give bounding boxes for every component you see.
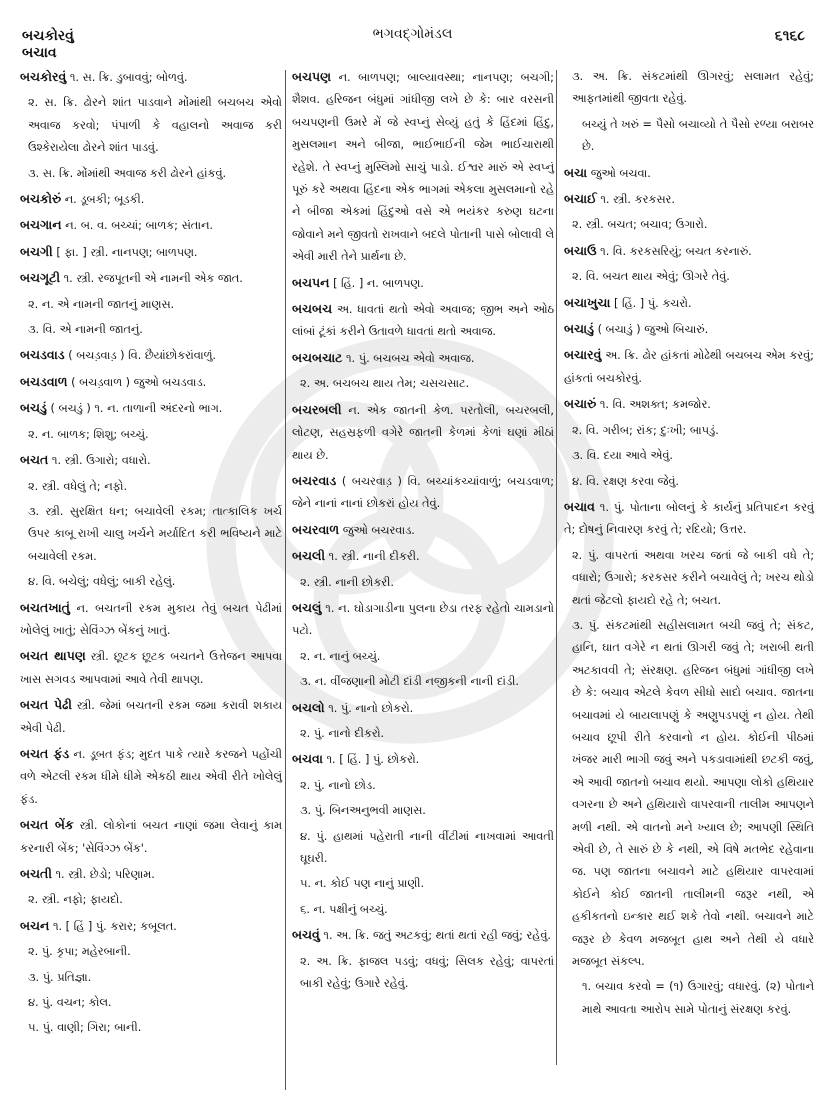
dictionary-entry	[20, 645, 282, 691]
page-title: ભગવદ્ગોમંડલ	[372, 26, 453, 42]
entry-definition: ન. ડૂબત ફંડ; મુદત પાકે ત્યારે કરજને પહોંચી વળે એટલી રકમ ધીમે ધીમે એકઠી થાય એવી રીતે ખોલેલું ફંડ.	[20, 747, 283, 806]
dictionary-entry	[20, 371, 282, 394]
entry-sense: ૨. પું. નાનો છોડ.	[300, 778, 376, 792]
entry-definition: ન. બચતની રકમ મુકાય તેવું બચત પેઢીમાં ખોલેલું ખાતું; સેવિંગ્ઝ બેંકનું ખાતું.	[20, 601, 282, 637]
entry-headword: બચગૂટી	[20, 270, 61, 286]
entry-headword: બચપણ	[292, 69, 332, 84]
entry-headword: બચત થાપણ	[20, 648, 86, 664]
entry-sense: ૨. સ્ત્રી. નાની છોકરી.	[300, 575, 394, 589]
dictionary-entry	[20, 267, 282, 290]
entry-definition: જુઓ બચવા.	[590, 166, 651, 180]
entry-headword: બચા	[564, 164, 588, 180]
entry-sense: ૨. સ્ત્રી. બચત; બચાવ; ઉગારો.	[572, 218, 708, 232]
entry-headword: બચરબલી	[292, 401, 342, 417]
entry-sense: ૨. અ. ક્રિ. ફાજલ પડવું; વધવું; સિલક રહેવું; વાપરતાં બાકી રહેવું; ઉગારે રહેવું.	[300, 954, 554, 991]
dictionary-entry	[20, 66, 282, 89]
entry-sense: ૪. વિ. રક્ષણ કરવા જેવું.	[572, 474, 679, 488]
guide-word-last: બચાવ	[22, 45, 57, 61]
entry-sense: ૩. વિ. દયા આવે એવું.	[572, 449, 673, 463]
entry-headword: બચગી	[20, 243, 53, 259]
entry-definition: અ. ધાવતાં થતો એવો અવાજ; જીભ અને ઓઠ લાંબાં ટૂંકાં કરીને ઉતાવળે ધાવતાં થતો અવાજ.	[292, 303, 554, 339]
entry-definition: ૧. વિ. અશક્ત; કમજોર.	[599, 398, 711, 412]
entry-headword: બચડવાડ	[20, 347, 65, 363]
entry-definition: ન. ડૂબકી; બૂડકી.	[64, 193, 145, 207]
entry-definition: ૧. સ્ત્રી. ઉગારો; વધારો.	[51, 454, 151, 468]
dictionary-entry	[292, 597, 554, 643]
entry-sense: ૩. સ્ત્રી. સુરક્ષિત ધન; બચાવેલી રકમ; તાત્કાલિક ખર્ચ ઉપર કાબૂ રાખી ચાલુ ખર્ચને મર્યાદિત કરી ભવિષ્યને માટે બચાવેલી રકમ.	[28, 504, 282, 563]
entry-sense: ૨. ન. બાળક; શિશુ; બચ્ચું.	[28, 427, 149, 441]
entry-sense: ૬. ન. પક્ષીનું બચ્ચું.	[300, 902, 388, 916]
entry-sense: ૩. પું. સંકટમાંથી સહીસલામત બચી જવું તે; સંકટ, હાનિ, ઘાત વગેરે ન થતાં ઊગરી જવું તે; ખરાબી થતી અટકાવવી તે; સંરક્ષણ. હરિજન બંધુમાં ગાંધીજી લખે છે કે: બચાવ એટલે કેવળ સીધો સાદો બચાવ. જાતના બચાવમાં યે બાયલાપણું કે અણુપડપણું ન હોય. તેથી બચાવ છૂપી રીતે કરવાનો ન હોય. કોઈની પીઠમાં ખંજર મારી ભાગી જવું અને પકડાવામાંથી છટકી જવું, એ આવી જાતનો બચાવ થયો. આપણા લોકો હથિયાર વગરના છે અને હથિયારો વાપરવાની તાલીમ આપણને મળી નથી. એ વાતનો મને ખ્યાલ છે; આપણી સ્થિતિ એવી છે, તે સારું છે કે નથી, એ વિષે મતભેદ રહેવાના જ. પણ જાતના બચાવને માટે હથિયાર વાપરવામાં કોઈને કોઈ જાતની તાલીમની જરૂર નથી, એ હકીકતનો ઇન્કાર થઈ શકે તેવો નથી. બચાવને માટે જરૂર છે કેવળ મજબૂત હાથ અને તેથી યે વધારે મજબૂત સંકલ્પ.	[572, 618, 814, 969]
entry-sense: ૩. પું. બિનઅનુભવી માણસ.	[300, 804, 426, 818]
entry-definition: ૧. સ. ક્રિ. ડુબાવવું; બોળવું.	[69, 71, 188, 84]
entry-definition: ૧. પું. બચબચ એવો અવાજ.	[346, 351, 475, 365]
dictionary-entry	[292, 545, 554, 568]
column-3	[564, 66, 814, 1024]
entry-sense: ૩. પું. પ્રતિજ્ઞા.	[28, 970, 92, 984]
entry-sense: ૫. ન. કોઈ પણ નાનું પ્રાણી.	[300, 877, 425, 891]
entry-definition: ૧. સ્ત્રી. રજપૂતની એ નામની એક જાત.	[63, 272, 243, 286]
entry-definition: ૧. વિ. કરકસરિયું; બચત કરનારું.	[600, 244, 752, 258]
entry-sense: ૨. વિ. ગરીબ; રાંક; દુઃખી; બાપડું.	[572, 423, 719, 437]
entry-definition: અ. ક્રિ. ઢોર હાંકતાં મોઢેથી બચબચ એમ કરવું; હાંકતાં બચકોરવું.	[564, 349, 814, 385]
entry-headword: બચલો	[292, 699, 325, 715]
entry-sense: ૨. ન. નાનું બચ્ચું.	[300, 649, 381, 663]
entry-sense: ૨. પું. કૃપા; મહેરબાની.	[28, 945, 131, 959]
column-divider	[556, 70, 557, 1065]
entry-definition: ૧. પું. પોતાના બોલનું કે કાર્યનું પ્રતિપાદન કરવું તે; દોષનું નિવારણ કરવું તે; રદિયો; ઉત્તર.	[564, 500, 814, 537]
entry-sense: ૨. અ. બચબચ થાય તેમ; ચસચસાટ.	[300, 377, 470, 391]
dictionary-entry	[20, 241, 282, 264]
entry-definition: ( બચડું ) ૧. ન. તાળાની અંદરનો ભાગ.	[50, 402, 223, 416]
entry-sense: ૩. ન. વીંજણાની મોટી દાંડી નજીકની નાની દાંડી.	[300, 675, 519, 689]
entry-sense: ૨. વિ. બચત થાય એવું; ઊગરે તેવું.	[572, 270, 730, 284]
entry-definition: ન. એક જાતની કેળ. પરતોલી, બચરબલી, લોટણ, સહસ્રફળી વગેરે જાતની કેળમાં કેળાં ઘણાં મીઠાં થાય છે.	[292, 403, 554, 462]
dictionary-entry	[564, 318, 814, 341]
entry-definition: ( બચરવાડ઼ ) વિ. બચ્ચાંકચ્ચાંવાળું; બચડવાળ; જેને નાનાં નાનાં છોકરાં હોય તેવું.	[292, 474, 554, 511]
entry-idiom: ૧. બચાવ કરવો = (૧) ઉગારવું; વધારવું. (૨) પોતાને માથે આવતા આરોપ સામે પોતાનું સંરક્ષણ કરવું.	[582, 980, 814, 1016]
dictionary-entry	[20, 915, 282, 938]
dictionary-entry	[292, 748, 554, 771]
entry-headword: બચારવું	[564, 347, 602, 363]
entry-definition: ૧. પું. નાનો છોકરો.	[328, 701, 414, 715]
dictionary-entry	[292, 519, 554, 542]
entry-headword: બચકોરવું	[20, 69, 67, 84]
entry-definition: ( બચડ઼વાડ઼ ) વિ. છૈયાંછોકરાંવાળું.	[68, 349, 217, 363]
entry-headword: બચગાન	[20, 217, 62, 233]
entry-headword: બચાઉ	[564, 242, 597, 258]
entry-definition: ન. બાળપણ; બાલ્યાવસ્થા; નાનપણ; બચગી; શૈશવ. હરિજન બંધુમાં ગાંધીજી લખે છે કે: બાર વરસની બચપણની ઉમરે મેં જે સ્વપ્નું સેવ્યું હતું કે હિંદમાં હિંદુ, મુસલમાન અને બીજા, ભાઈભાઈની જેમ ભાઈચારાથી રહેશે. તે સ્વપ્નું મુસ્લિમો સાચું પાડો. ઈશ્વર મારું એ સ્વપ્નું પૂરું કરે અથવા હિંદના એક ભાગમાં એકલા મુસલમાનો રહે ને બીજા એકમાં હિંદુઓ વસે એ ભયંકર કરુણ ઘટના જોવાને મને જીવતો રાખવાને બદલે પોતાની પાસે બોલાવી લે એવી મારી તેને પ્રાર્થના છે.	[292, 71, 554, 264]
entry-definition: ૧. [ હિં. ] પું. છોકરો.	[326, 753, 420, 767]
dictionary-entry	[20, 694, 282, 740]
dictionary-entry	[292, 697, 554, 720]
entry-headword: બચલી	[292, 548, 326, 564]
entry-definition: [ હિં. ] પું. કચરો.	[614, 296, 692, 310]
entry-definition: જુઓ બચરવાડ.	[342, 523, 415, 537]
entry-headword: બચતી	[20, 866, 52, 881]
dictionary-entry	[564, 162, 814, 185]
entry-idiom: બચ્યું તે ખરું = પૈસો બચાવ્યો તે પૈસો રળ્યા બરાબર છે.	[582, 117, 814, 154]
dictionary-entry	[20, 344, 282, 367]
dictionary-entry	[564, 344, 814, 390]
entry-headword: બચબચાટ	[292, 349, 343, 365]
dictionary-entry	[292, 272, 554, 295]
dictionary-entry	[20, 214, 282, 237]
entry-headword: બચાખુચા	[564, 294, 611, 310]
entry-definition: ન. બ. વ. બચ્ચાં; બાળક; સંતાન.	[65, 219, 213, 233]
entry-sense: ૩. વિ. એ નામની જાતનું.	[28, 323, 143, 337]
dictionary-entry	[20, 597, 282, 643]
dictionary-entry	[564, 292, 814, 315]
entry-headword: બચડવાળ	[20, 373, 68, 389]
entry-definition: ૧. [ હિં ] પું. કરાર; કબૂલત.	[52, 919, 177, 933]
dictionary-entry	[20, 188, 282, 211]
entry-headword: બચવું	[292, 927, 320, 943]
entry-definition: [ ફા. ] સ્ત્રી. નાનપણ; બાળપણ.	[56, 245, 198, 259]
entry-definition: ૧. સ્ત્રી. નાની દીકરી.	[328, 550, 420, 564]
entry-sense: ૨. સ. ક્રિ. ઢોરને શાંત પાડવાને મોંમાંથી બચબચ એવો અવાજ કરવો; પંપાળી કે વહાલનો અવાજ કરી ઉશ્કેરાયેલા ઢોરને શાંત પાડવું.	[28, 96, 282, 155]
entry-headword: બચાવ	[564, 498, 595, 514]
entry-headword: બચબચ	[292, 301, 333, 317]
entry-headword: બચાઈ	[564, 191, 597, 207]
entry-sense: ૩. સ. ક્રિ. મોંમાંથી અવાજ કરી ઢોરને હાંકવું.	[28, 166, 227, 180]
dictionary-entry	[292, 66, 554, 269]
entry-headword: બચવા	[292, 751, 323, 767]
entry-definition: [ હિં. ] ન. બાળપણ.	[333, 276, 424, 290]
entry-definition: ૧. સ્ત્રી. છેડો; પરિણામ.	[55, 868, 155, 881]
dictionary-entry	[292, 298, 554, 344]
entry-headword: બચત બેંક	[20, 817, 74, 833]
entry-headword: બચત	[20, 452, 49, 468]
entry-definition: સ્ત્રી. છૂટક છૂટક બચતને ઉત્તેજન આપવા ખાસ સગવડ આપવામાં આવે તેવી થાપણ.	[20, 650, 283, 686]
entry-headword: બચત પેઢી	[20, 697, 72, 713]
dictionary-entry	[564, 496, 814, 542]
entry-definition: ( બચડ઼વાળ ) જુઓ બચડવાડ.	[71, 375, 207, 389]
entry-headword: બચલું	[292, 599, 322, 615]
entry-sense: ૪. વિ. બચેલું; વધેલું; બાકી રહેલું.	[28, 575, 176, 589]
entry-headword: બચરવાળ	[292, 521, 340, 537]
entry-headword: બચતખાતું	[20, 599, 70, 615]
guide-word-first: બચકોરવું	[22, 28, 74, 44]
entry-definition: સ્ત્રી. લોકોનાં બચત નાણાં જમા લેવાનું કામ કરનારી બેંક; 'સેવિંગ્ઝ બેંક'.	[20, 819, 283, 855]
entry-headword: બચરવાડ	[292, 472, 337, 488]
entry-sense: ૨. પું. વાપરતાં અથવા ખરચ જતાં જે બાકી વધે તે; વધારો; ઉગારો; કરકસર કરીને બચાવેલું તે; ખરચ થોડો થતાં જેટલો ફાયદો રહે તે; બચત.	[572, 548, 814, 607]
dictionary-entry	[20, 814, 282, 860]
dictionary-entry	[292, 347, 554, 370]
dictionary-entry	[292, 470, 554, 516]
dictionary-entry	[20, 743, 282, 811]
dictionary-entry	[20, 449, 282, 472]
entry-headword: બચારું	[564, 396, 597, 412]
dictionary-entry	[564, 188, 814, 211]
entry-sense: ૨. પું. નાનો દીકરો.	[300, 726, 385, 740]
dictionary-entry	[20, 397, 282, 420]
entry-headword: બચપન	[292, 274, 330, 290]
entry-definition: ૧. સ્ત્રી. કરકસર.	[600, 193, 675, 207]
entry-definition: સ્ત્રી. જેમાં બચતની રકમ જમા કરાવી શકાય એવી પેઢી.	[20, 699, 282, 735]
dictionary-entry	[20, 863, 282, 886]
dictionary-entry	[564, 393, 814, 416]
column-2	[292, 66, 554, 998]
entry-sense: ૨. ન. એ નામની જાતનું માણસ.	[28, 297, 175, 311]
entry-headword: બચકોરું	[20, 191, 62, 207]
dictionary-entry	[292, 399, 554, 467]
entry-headword: બચન	[20, 917, 50, 933]
entry-sense: ૫. પું. વાણી; ગિરા; બાની.	[28, 1021, 142, 1035]
entry-sense: ૩. અ. ક્રિ. સંકટમાંથી ઊગરવું; સલામત રહેવું; આફતમાંથી જીવતા રહેવું.	[572, 70, 814, 106]
entry-sense: ૪. પું. હાથમાં પહેરાતી નાની વીંટીમાં નાખવામાં આવતી ઘૂઘરી.	[300, 829, 554, 865]
column-divider	[285, 70, 286, 1090]
page-number: ૬૧૬૮	[774, 28, 805, 44]
entry-definition: ( બચાડું ) જુઓ બિચારું.	[597, 323, 709, 337]
entry-definition: ૧. અ. ક્રિ. જતું અટકવું; થતાં થતાં રહી જવું; રહેવું.	[323, 929, 551, 943]
dictionary-entry	[564, 240, 814, 263]
entry-headword: બચત ફંડ	[20, 745, 70, 761]
entry-definition: ૧. ન. ઘોડાગાડીના પુલના છેડા તરફ રહેતો ચામડાનો પટો.	[292, 601, 554, 638]
dictionary-entry	[292, 924, 554, 947]
entry-headword: બચાડું	[564, 321, 594, 337]
entry-sense: ૨. સ્ત્રી. નફો; ફાયદો.	[28, 893, 123, 907]
entry-sense: ૨. સ્ત્રી. વધેલું તે; નફો.	[28, 479, 128, 493]
entry-headword: બચડું	[20, 400, 47, 416]
entry-sense: ૪. પું. વચન; કોલ.	[28, 996, 112, 1010]
column-1	[20, 66, 282, 1043]
